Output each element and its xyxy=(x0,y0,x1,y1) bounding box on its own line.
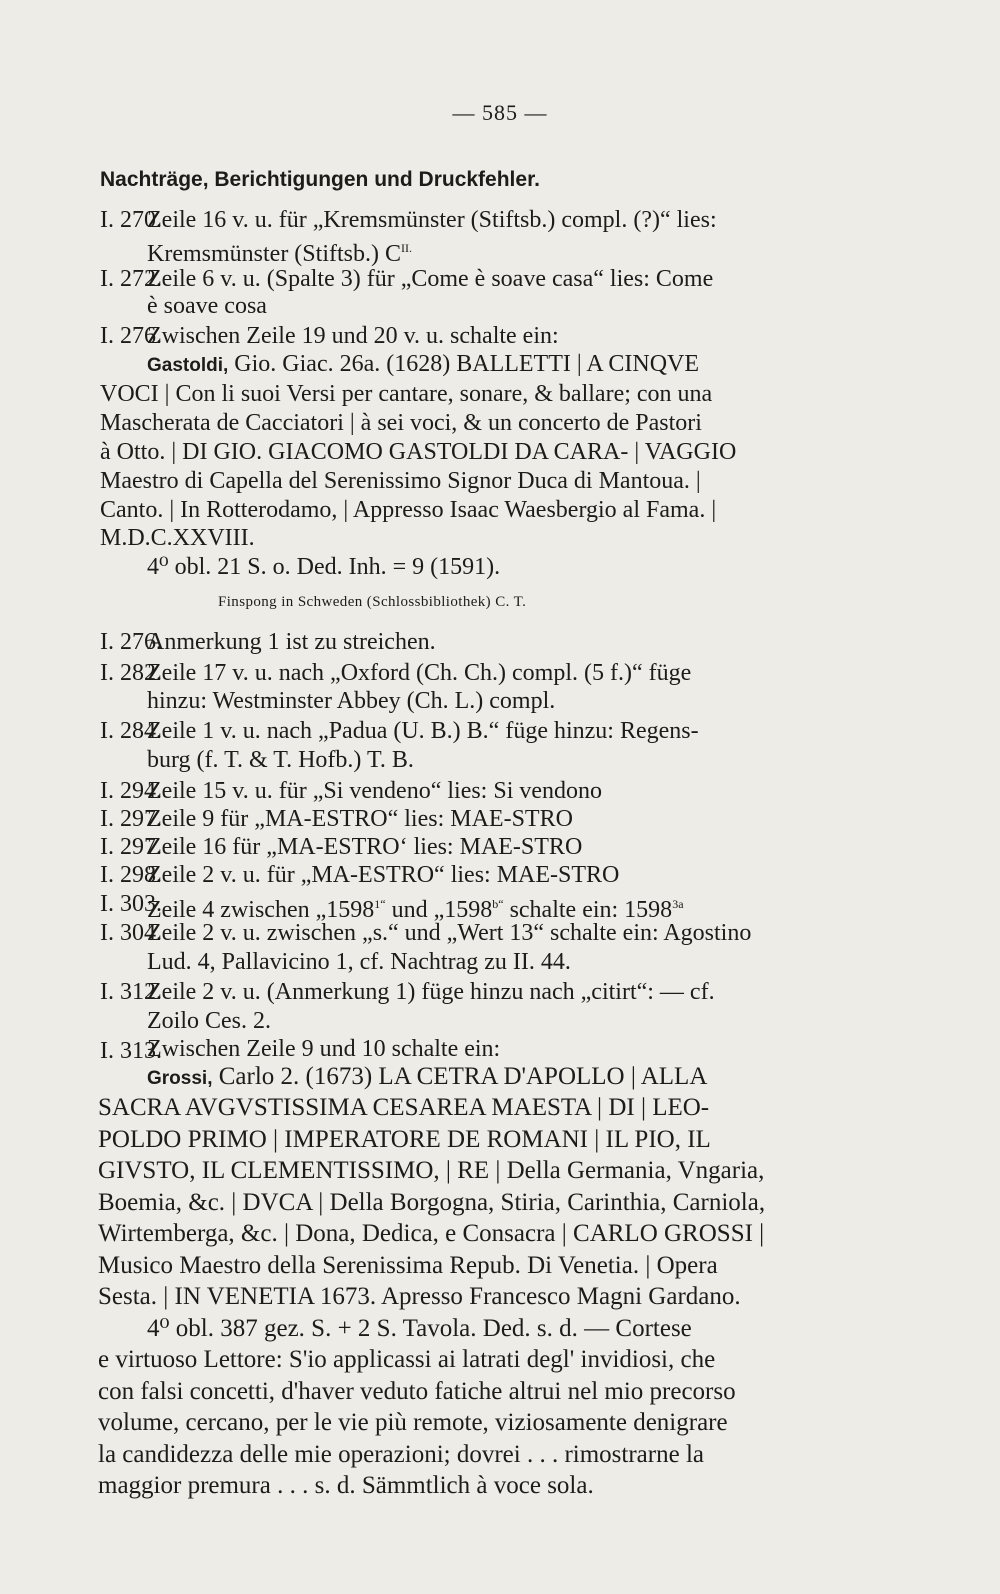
superscript: 3a xyxy=(672,897,684,911)
entry-number: I. 304. xyxy=(100,920,162,946)
entry-text-line xyxy=(147,350,699,380)
entry-number: I. 276. xyxy=(100,629,162,655)
entry-text: und „1598 xyxy=(385,897,493,923)
entry-number: I. 272. xyxy=(100,266,162,292)
superscript: 1“ xyxy=(374,897,386,911)
entry-text-line: Maestro di Capella del Serenissimo Signor Duca di Mantoua. | xyxy=(100,468,701,494)
entry-text-line: con falsi concetti, d'haver veduto fatiche altrui nel mio precorso xyxy=(98,1378,736,1405)
entry-number: I. 282. xyxy=(100,660,162,686)
entry-text: Zeile 4 zwischen „1598 xyxy=(147,897,375,923)
entry-text: Carlo 2. (1673) LA CETRA D'APOLLO | ALLA xyxy=(212,1063,708,1090)
entry-text-line xyxy=(147,234,412,268)
entry-number: I. 313. xyxy=(100,1038,162,1064)
entry-number: I. 297. xyxy=(100,806,162,832)
entry-text-line: Zeile 9 für „MA-ESTRO“ lies: MAE-STRO xyxy=(147,806,573,832)
entry-text-line: Zeile 6 v. u. (Spalte 3) für „Come è soave casa“ lies: Come xyxy=(147,266,714,292)
entry-text-line: M.D.C.XXVIII. xyxy=(100,525,255,551)
entry-text-line: Zwischen Zeile 19 und 20 v. u. schalte ein: xyxy=(147,323,559,349)
entry-text-line: e virtuoso Lettore: S'io applicassi ai latrati degl' invidiosi, che xyxy=(98,1346,716,1373)
entry-text-line: Zwischen Zeile 9 und 10 schalte ein: xyxy=(147,1036,501,1062)
entry-number: I. 270. xyxy=(100,207,162,233)
entry-text-line: Zeile 16 für „MA-ESTRO‘ lies: MAE-STRO xyxy=(147,834,583,860)
entry-text-line: Zeile 16 v. u. für „Kremsmünster (Stiftsb.) compl. (?)“ lies: xyxy=(147,207,717,233)
entry-text-line: burg (f. T. & T. Hofb.) T. B. xyxy=(147,747,414,773)
entry-text-line: 4⁰ obl. 21 S. o. Ded. Inh. = 9 (1591). xyxy=(147,554,501,580)
entry-text-line: maggior premura . . . s. d. Sämmtlich à voce sola. xyxy=(98,1472,594,1499)
entry-text: schalte ein: 1598 xyxy=(503,897,673,923)
entry-text-line: Zeile 15 v. u. für „Si vendeno“ lies: Si vendono xyxy=(147,778,603,804)
entry-text-line: è soave cosa xyxy=(147,293,267,319)
entry-text-line: Zeile 17 v. u. nach „Oxford (Ch. Ch.) compl. (5 f.)“ füge xyxy=(147,660,692,686)
entry-number: I. 303. xyxy=(100,891,162,917)
superscript: b“ xyxy=(492,897,504,911)
entry-text: Gio. Giac. 26a. (1628) BALLETTI | A CINQVE xyxy=(228,351,700,377)
entry-number: I. 297. xyxy=(100,834,162,860)
entry-text-line: Canto. | In Rotterodamo, | Appresso Isaac Waesbergio al Fama. | xyxy=(100,497,717,523)
entry-text-line: POLDO PRIMO | IMPERATORE DE ROMANI | IL PIO, IL xyxy=(98,1126,711,1153)
location-line: Finspong in Schweden (Schlossbibliothek) C. T. xyxy=(218,594,527,610)
entry-text-line xyxy=(147,1063,707,1093)
entry-number: I. 294. xyxy=(100,778,162,804)
page-number: — 585 — xyxy=(452,100,548,125)
entry-number: I. 284. xyxy=(100,718,162,744)
entry-text-line: GIVSTO, IL CLEMENTISSIMO, | RE | Della Germania, Vngaria, xyxy=(98,1157,765,1184)
entry-number: I. 312. xyxy=(100,979,162,1005)
entry-text-line: 4⁰ obl. 387 gez. S. + 2 S. Tavola. Ded. s. d. — Cortese xyxy=(147,1315,692,1342)
entry-text-line: Zeile 2 v. u. (Anmerkung 1) füge hinzu nach „citirt“: — cf. xyxy=(147,979,715,1005)
entry-number: I. 298. xyxy=(100,862,162,888)
entry-text-line: Wirtemberga, &c. | Dona, Dedica, e Consacra | CARLO GROSSI | xyxy=(98,1220,765,1247)
entry-text-line: Anmerkung 1 ist zu streichen. xyxy=(147,629,436,655)
entry-text-line: Zoilo Ces. 2. xyxy=(147,1008,271,1034)
entry-text-line: à Otto. | DI GIO. GIACOMO GASTOLDI DA CARA- | VAGGIO xyxy=(100,439,737,465)
entry-text-line: Musico Maestro della Serenissima Repub. Di Venetia. | Opera xyxy=(98,1252,718,1279)
entry-text-line: Sesta. | IN VENETIA 1673. Apresso Francesco Magni Gardano. xyxy=(98,1283,741,1310)
entry-text-line: Mascherata de Cacciatori | à sei voci, & un concerto de Pastori xyxy=(100,410,702,436)
entry-text-line: SACRA AVGVSTISSIMA CESAREA MAESTA | DI | LEO- xyxy=(98,1094,710,1121)
entry-text-line: Zeile 1 v. u. nach „Padua (U. B.) B.“ füge hinzu: Regens- xyxy=(147,718,699,744)
entry-text-line: Zeile 2 v. u. zwischen „s.“ und „Wert 13“ schalte ein: Agostino xyxy=(147,920,752,946)
entry-text-line: Lud. 4, Pallavicino 1, cf. Nachtrag zu II. 44. xyxy=(147,949,571,975)
entry-text-line: Boemia, &c. | DVCA | Della Borgogna, Stiria, Carinthia, Carniola, xyxy=(98,1189,766,1216)
superscript: II. xyxy=(400,241,412,255)
entry-number: I. 276. xyxy=(100,323,162,349)
entry-text-line: volume, cercano, per le vie più remote, viziosamente denigrare xyxy=(98,1409,728,1436)
composer-name: Grossi, xyxy=(147,1068,213,1089)
entry-text: Kremsmünster (Stiftsb.) C xyxy=(147,241,401,267)
section-heading: Nachträge, Berichtigungen und Druckfehler. xyxy=(100,168,540,191)
composer-name: Gastoldi, xyxy=(147,355,229,376)
entry-text-line: Zeile 2 v. u. für „MA-ESTRO“ lies: MAE-STRO xyxy=(147,862,620,888)
entry-text-line: VOCI | Con li suoi Versi per cantare, sonare, & ballare; con una xyxy=(100,381,713,407)
entry-text-line: hinzu: Westminster Abbey (Ch. L.) compl. xyxy=(147,688,556,714)
entry-text-line: la candidezza delle mie operazioni; dovrei . . . rimostrarne la xyxy=(98,1441,704,1468)
